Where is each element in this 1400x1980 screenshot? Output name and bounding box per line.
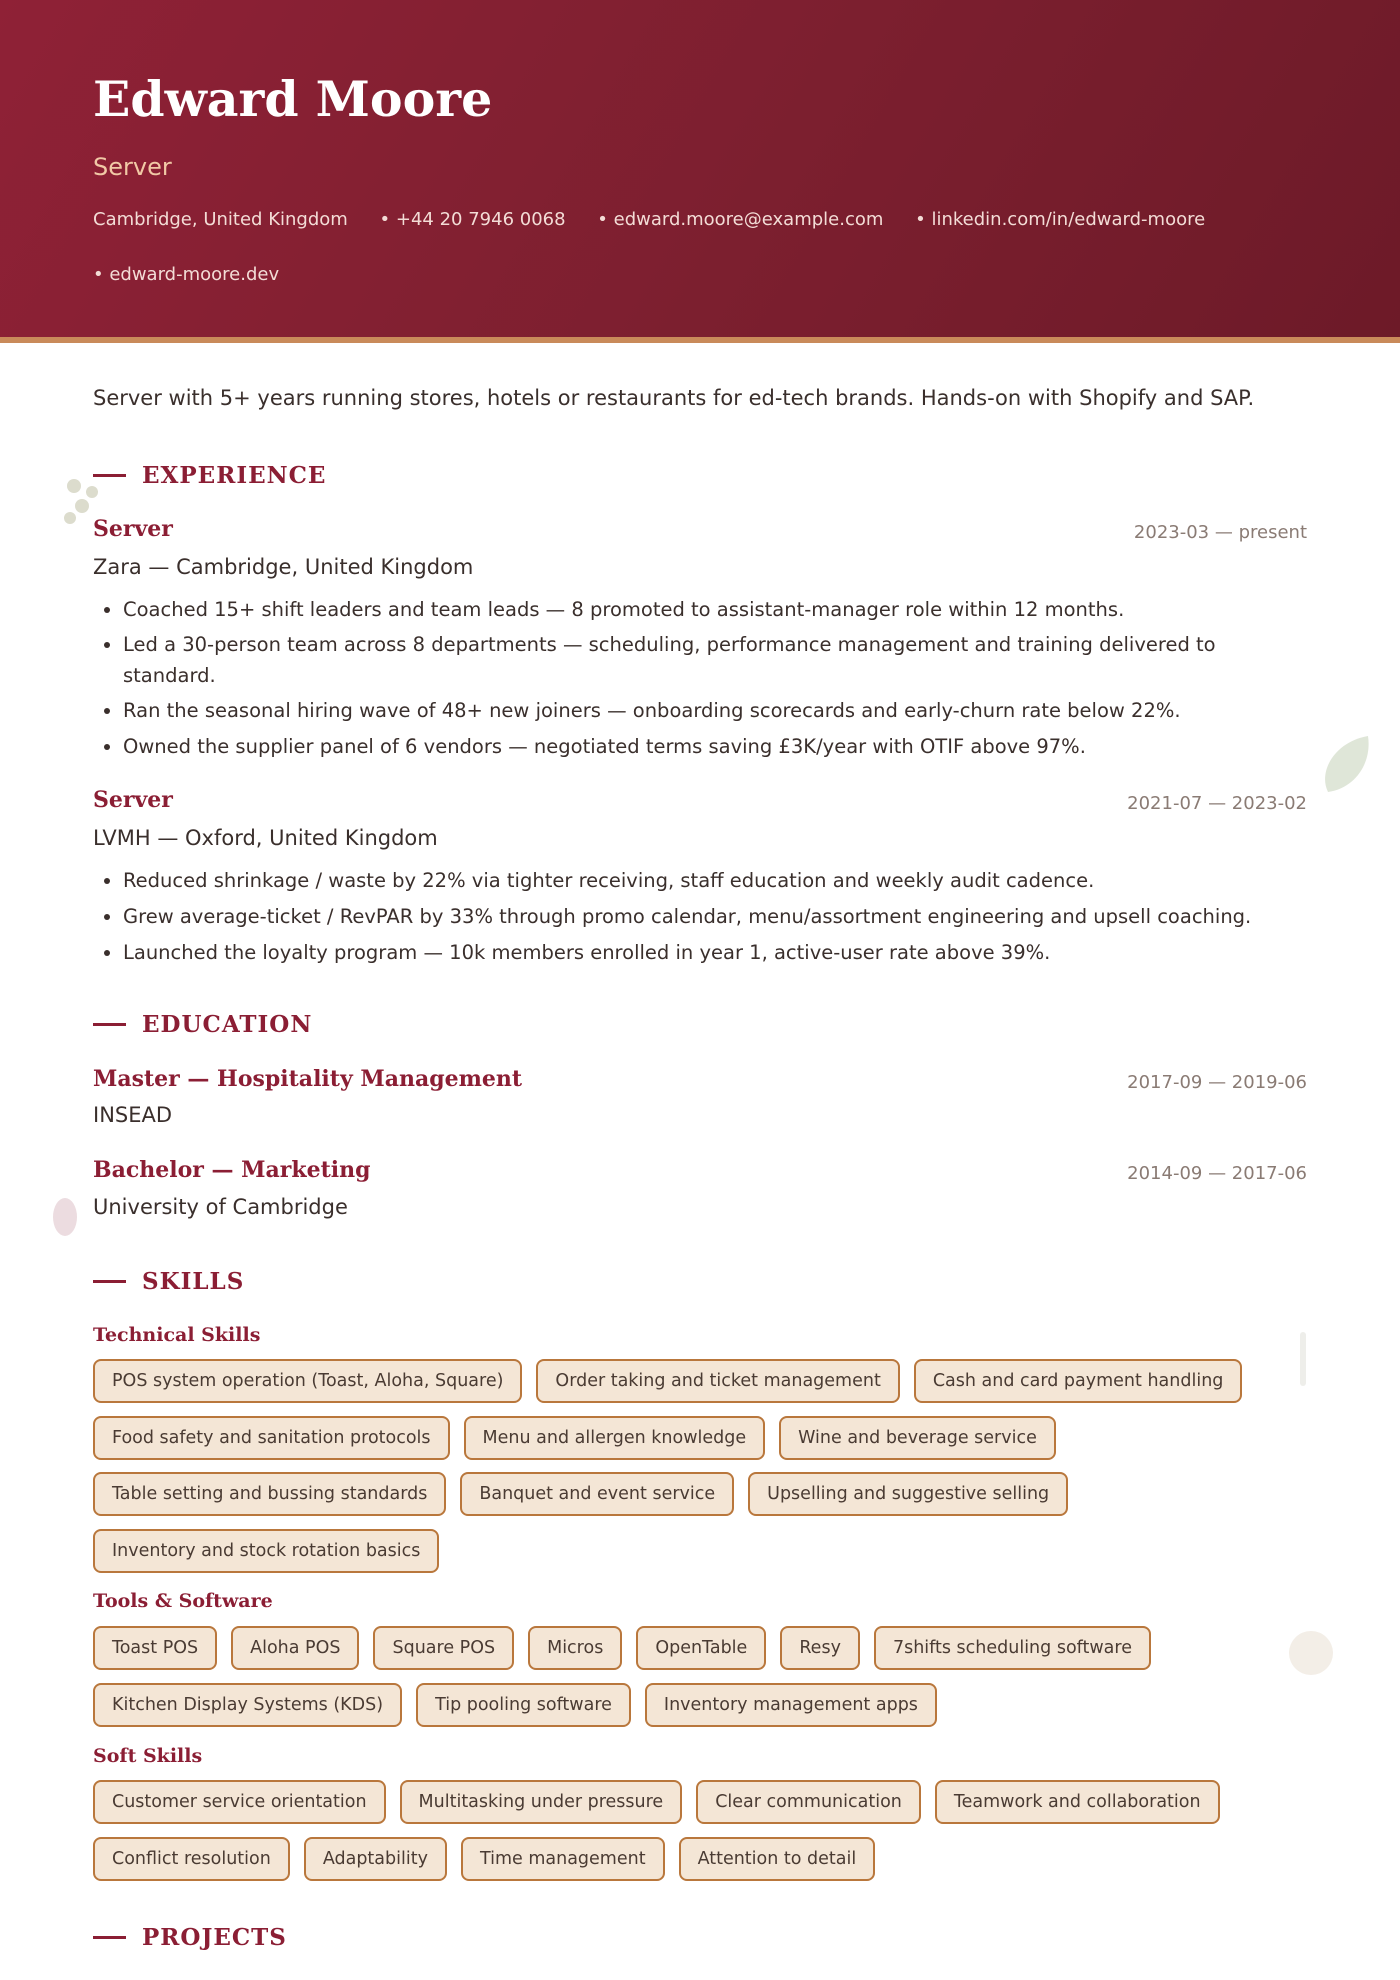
job-bullets [93, 864, 1303, 972]
heading-bar [93, 1280, 126, 1283]
soft-skill-chip: Attention to detail [679, 1837, 876, 1881]
school-name: INSEAD [93, 1103, 173, 1127]
soft-skill-chip: Time management [461, 1837, 665, 1881]
tool-chip: Toast POS [93, 1626, 217, 1670]
contact-website[interactable]: • edward-moore.dev [93, 264, 280, 285]
heading-bar [93, 1023, 126, 1026]
candidate-name: Edward Moore [93, 70, 493, 128]
job-dates: 2021-07 — 2023-02 [1127, 793, 1307, 814]
chip-row [93, 1837, 875, 1881]
skill-chip: POS system operation (Toast, Aloha, Square) [93, 1359, 522, 1403]
leaf-decoration-icon [1314, 732, 1374, 798]
tool-chip: Inventory management apps [645, 1683, 937, 1727]
skill-chip: Menu and allergen knowledge [464, 1416, 766, 1460]
job-company: LVMH — Oxford, United Kingdom [93, 826, 438, 850]
job-title: Server [93, 516, 173, 542]
skill-chip: Food safety and sanitation protocols [93, 1416, 450, 1460]
skill-chip: Wine and beverage service [779, 1416, 1056, 1460]
list-item: • Coached 15+ shift leaders and team leads — 8 promoted to assistant-manager role within 12 months. [123, 593, 1303, 626]
resume-header [0, 0, 1400, 337]
tool-chip: Micros [528, 1626, 622, 1670]
candidate-role: Server [93, 153, 172, 181]
soft-skill-chip: Teamwork and collaboration [935, 1780, 1220, 1824]
chip-row [93, 1683, 937, 1727]
chip-row [93, 1359, 1242, 1403]
tool-chip: 7shifts scheduling software [874, 1626, 1151, 1670]
header-divider [0, 337, 1400, 343]
section-label: SKILLS [142, 1268, 245, 1295]
degree-title: Master — Hospitality Management [93, 1066, 523, 1092]
list-item: • Owned the supplier panel of 6 vendors — negotiated terms saving £3K/year with OTIF above 97%. [123, 730, 1303, 763]
soft-skill-chip: Conflict resolution [93, 1837, 290, 1881]
tool-chip: Square POS [373, 1626, 514, 1670]
chip-row [93, 1416, 1056, 1460]
skill-chip: Order taking and ticket management [536, 1359, 899, 1403]
section-heading-experience [93, 462, 326, 489]
tool-chip: OpenTable [636, 1626, 766, 1670]
dots-decoration-icon [60, 476, 110, 531]
soft-skill-chip: Customer service orientation [93, 1780, 386, 1824]
petal-decoration-icon [50, 1196, 80, 1238]
tool-chip: Tip pooling software [416, 1683, 631, 1727]
skill-chip: Table setting and bussing standards [93, 1472, 446, 1516]
chip-row [93, 1626, 1151, 1670]
contact-linkedin[interactable]: • linkedin.com/in/edward-moore [915, 209, 1206, 230]
section-heading-projects [93, 1924, 287, 1951]
contact-row [93, 209, 1231, 230]
contact-row-2 [93, 264, 305, 285]
school-name: University of Cambridge [93, 1195, 348, 1219]
skills-subheading-technical: Technical Skills [93, 1324, 261, 1346]
heading-bar [93, 1936, 126, 1939]
list-item: • Launched the loyalty program — 10k members enrolled in year 1, active-user rate above 39%. [123, 936, 1303, 969]
chip-row [93, 1472, 1068, 1516]
list-item: • Ran the seasonal hiring wave of 48+ new joiners — onboarding scorecards and early-churn rate below 22%. [123, 694, 1303, 727]
section-heading-education [93, 1011, 312, 1038]
chip-row [93, 1529, 439, 1573]
chip-row [93, 1780, 1220, 1824]
soft-skill-chip: Multitasking under pressure [400, 1780, 683, 1824]
section-label: EDUCATION [142, 1011, 313, 1038]
list-item: • Led a 30-person team across 8 departments — scheduling, performance management and training delivered to standard. [123, 629, 1303, 691]
contact-location: Cambridge, United Kingdom [93, 209, 348, 230]
line-decoration [1300, 1332, 1306, 1386]
contact-email[interactable]: • edward.moore@example.com [597, 209, 884, 230]
degree-dates: 2014-09 — 2017-06 [1127, 1163, 1307, 1184]
contact-phone[interactable]: • +44 20 7946 0068 [379, 209, 566, 230]
section-label: PROJECTS [142, 1924, 287, 1951]
tool-chip: Kitchen Display Systems (KDS) [93, 1683, 402, 1727]
job-company: Zara — Cambridge, United Kingdom [93, 555, 474, 579]
summary: Server with 5+ years running stores, hotels or restaurants for ed-tech brands. Hands-on with Shopify and SAP. [93, 386, 1255, 410]
tool-chip: Aloha POS [231, 1626, 359, 1670]
soft-skill-chip: Adaptability [304, 1837, 447, 1881]
degree-title: Bachelor — Marketing [93, 1157, 371, 1183]
skill-chip: Cash and card payment handling [914, 1359, 1243, 1403]
degree-dates: 2017-09 — 2019-06 [1127, 1072, 1307, 1093]
section-heading-skills [93, 1268, 244, 1295]
soft-skill-chip: Clear communication [696, 1780, 921, 1824]
section-label: EXPERIENCE [142, 462, 327, 489]
tool-chip: Resy [780, 1626, 860, 1670]
skills-subheading-soft: Soft Skills [93, 1745, 203, 1767]
job-dates: 2023-03 — present [1133, 522, 1307, 543]
skill-chip: Banquet and event service [460, 1472, 734, 1516]
skill-chip: Inventory and stock rotation basics [93, 1529, 439, 1573]
list-item: • Reduced shrinkage / waste by 22% via tighter receiving, staff education and weekly audit cadence. [123, 864, 1303, 897]
skill-chip: Upselling and suggestive selling [748, 1472, 1068, 1516]
list-item: • Grew average-ticket / RevPAR by 33% through promo calendar, menu/assortment engineering and upsell coaching. [123, 900, 1303, 933]
circle-decoration-icon [1288, 1630, 1334, 1676]
skills-subheading-tools: Tools & Software [93, 1590, 273, 1612]
job-title: Server [93, 787, 173, 813]
job-bullets [93, 593, 1303, 766]
